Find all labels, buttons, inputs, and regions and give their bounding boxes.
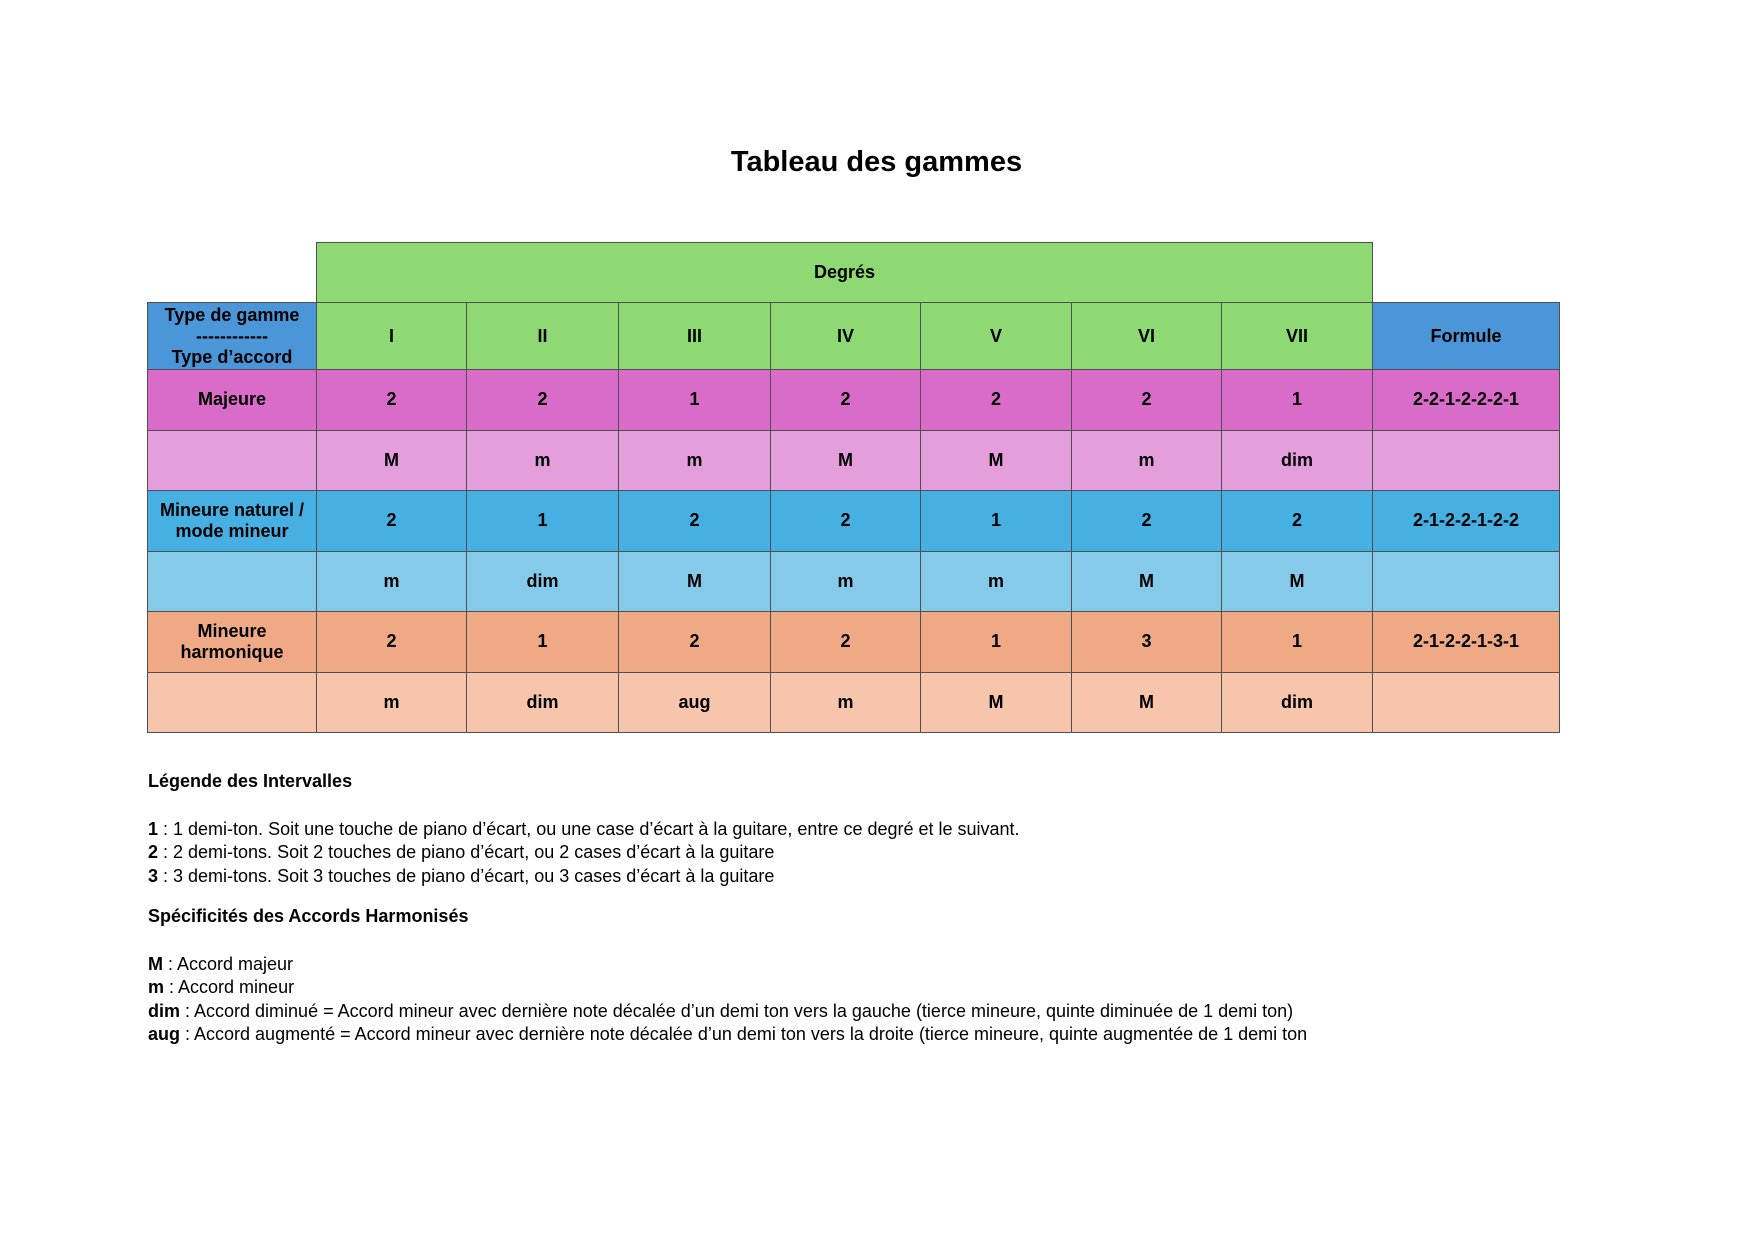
formula-cell [1373,672,1560,733]
table-cell: M [1222,551,1373,612]
degree-header: VI [1072,303,1222,370]
table-cell: 1 [921,491,1072,552]
table-cell: dim [1222,672,1373,733]
legend-item [148,818,1307,842]
row-label [148,672,317,733]
formula-cell: 2-1-2-2-1-2-2 [1373,491,1560,552]
legend-text: : Accord augmenté = Accord mineur avec dernière note décalée d’un demi ton vers la droite (tierce mineure, quinte augmentée de 1 demi ton [180,1024,1308,1044]
table-cell: 2 [619,491,771,552]
table-cell: m [619,430,771,491]
row-label: Mineure naturel / mode mineur [148,491,317,552]
legend-text: : Accord majeur [163,953,294,974]
table-cell: dim [467,551,619,612]
table-row [148,672,1560,733]
legend-text: : Accord mineur [164,977,295,997]
table-cell: 2 [1072,370,1222,431]
legend [148,770,1307,1047]
table-cell: 1 [467,491,619,552]
legend-key: 2 [148,842,159,862]
table-cell: 2 [317,491,467,552]
formula-cell [1373,551,1560,612]
degree-header: I [317,303,467,370]
degree-header: VII [1222,303,1373,370]
degree-header: III [619,303,771,370]
formula-header: Formule [1373,303,1560,370]
table-cell: m [921,551,1072,612]
row-label [148,430,317,491]
corner-line: Type d’accord [171,346,293,367]
table-cell: 2 [771,491,921,552]
table-cell: M [317,430,467,491]
empty-corner [148,243,317,303]
table-cell: 1 [921,612,1072,673]
degree-header: IV [771,303,921,370]
table-cell: 2 [921,370,1072,431]
corner-line: ------------ [196,325,268,346]
table-cell: M [771,430,921,491]
table-cell: dim [1222,430,1373,491]
table-cell: 3 [1072,612,1222,673]
empty-corner [1373,243,1560,303]
legend-item [148,865,1307,889]
table-row [148,491,1560,552]
table-row [148,430,1560,491]
table-cell: 1 [467,612,619,673]
table-cell: M [619,551,771,612]
corner-line: Type de gamme [164,304,300,325]
table-cell: m [771,672,921,733]
table-cell: 2 [317,370,467,431]
table-cell: 2 [467,370,619,431]
scales-table [147,242,1560,733]
table-cell: m [317,672,467,733]
legend-text: : 2 demi-tons. Soit 2 touches de piano d’écart, ou 2 cases d’écart à la guitare [158,842,775,862]
legend-key: 1 [148,818,159,839]
table-cell: m [317,551,467,612]
legend-item [148,953,1307,977]
legend-text: : 3 demi-tons. Soit 3 touches de piano d’écart, ou 3 cases d’écart à la guitare [158,865,775,886]
formula-cell: 2-1-2-2-1-3-1 [1373,612,1560,673]
legend-item [148,841,1307,865]
table-cell: M [1072,672,1222,733]
page-title: Tableau des gammes [730,146,1023,178]
table-cell: 2 [771,370,921,431]
table-row [148,370,1560,431]
legend-key: 3 [148,865,159,886]
table-cell: 1 [1222,370,1373,431]
legend-text: : 1 demi-ton. Soit une touche de piano d’écart, ou une case d’écart à la guitare, entre ce degré et le suivant. [158,818,1020,839]
legend-key: m [148,977,165,997]
formula-cell [1373,430,1560,491]
table-cell: M [1072,551,1222,612]
row-label [148,551,317,612]
formula-cell: 2-2-1-2-2-2-1 [1373,370,1560,431]
row-label: Majeure [148,370,317,431]
legend-item [148,1023,1307,1047]
table-cell: m [1072,430,1222,491]
legend-key: M [148,953,163,974]
chords-legend-title: Spécificités des Accords Harmonisés [148,906,469,926]
row-label: Mineure harmonique [148,612,317,673]
table-cell: 2 [317,612,467,673]
table-cell: 2 [619,612,771,673]
intervals-legend-title: Légende des Intervalles [148,771,353,791]
table-cell: m [771,551,921,612]
legend-item [148,976,1307,1000]
table-cell: 1 [1222,612,1373,673]
degree-header: V [921,303,1072,370]
degree-header: II [467,303,619,370]
legend-text: : Accord diminué = Accord mineur avec dernière note décalée d’un demi ton vers la gauche (tierce mineure, quinte diminuée de 1 demi ton) [180,1000,1294,1021]
corner-header [148,303,317,370]
table-cell: dim [467,672,619,733]
legend-key: dim [148,1000,181,1021]
table-cell: 2 [1222,491,1373,552]
table-cell: 2 [771,612,921,673]
table-cell: m [467,430,619,491]
table-cell: 2 [1072,491,1222,552]
table-row [148,551,1560,612]
table-cell: aug [619,672,771,733]
table-cell: 1 [619,370,771,431]
table-cell: M [921,430,1072,491]
table-row [148,612,1560,673]
legend-key: aug [148,1024,181,1044]
legend-item [148,1000,1307,1024]
degrees-group-header: Degrés [317,243,1373,303]
table-cell: M [921,672,1072,733]
